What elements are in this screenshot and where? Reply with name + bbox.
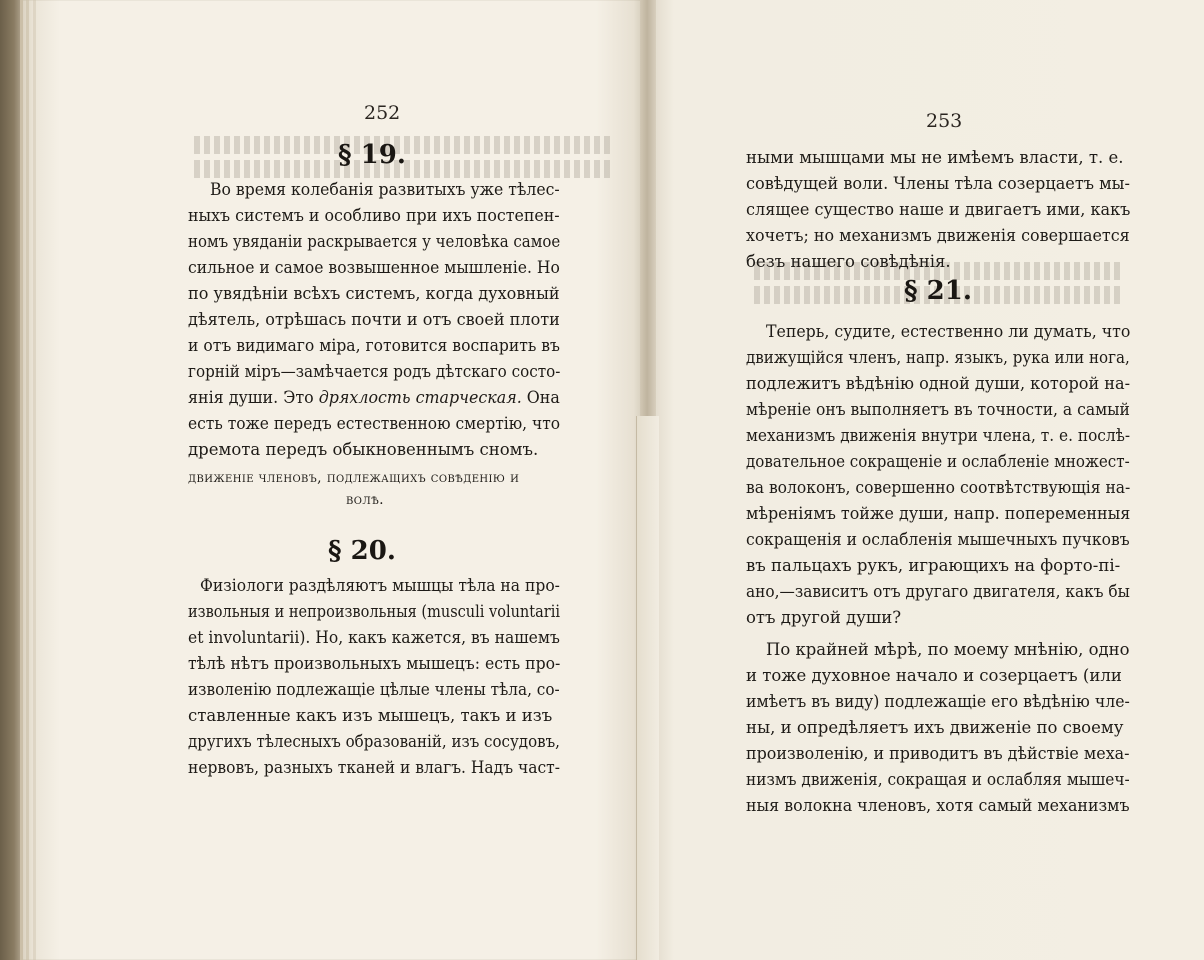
text-line: механизмъ движенія внутри члена, т. е. послѣ- [746,426,1131,445]
section-heading: § 19. [338,140,406,170]
subheading-line: движеніе членовъ, подлежащихъ совѣденію и [188,470,520,486]
page-number: 252 [364,102,401,124]
section-heading: § 21. [904,276,972,306]
page-number: 253 [926,110,963,132]
text-line: другихъ тѣлесныхъ образованій, изъ сосудовъ, [188,732,560,751]
subheading-line: волѣ. [346,492,384,508]
text-line: номъ увяданіи раскрывается у человѣка самое [188,232,561,251]
text-line: и тоже духовное начало и созерцаетъ (или [746,666,1122,685]
text-line: низмъ движенія, сокращая и ослабляя мышеч- [746,770,1130,789]
text-line: Во время колебанія развитыхъ уже тѣлес- [210,180,560,199]
text-line: тѣлѣ нѣтъ произвольныхъ мышецъ: есть про- [188,654,561,673]
text-line: довательное сокращеніе и ослабленіе множест- [746,452,1130,471]
text-line: ставленные какъ изъ мышецъ, такъ и изъ [188,706,553,725]
text-line: ными мышцами мы не имѣемъ власти, т. е. [746,148,1124,167]
page-fold [636,416,659,960]
text-line: въ пальцахъ рукъ, играющихъ на форто-пі- [746,556,1121,575]
page-edge [33,0,36,960]
text-line: дѣятель, отрѣшась почти и отъ своей плоти [188,310,560,329]
text-line: Теперь, судите, естественно ли думать, что [766,322,1131,341]
text-line: сокращенія и ослабленія мышечныхъ пучковъ [746,530,1130,549]
text-line: et involuntarii). Но, какъ кажется, въ нашемъ [188,628,560,647]
text-line: совѣдущей воли. Члены тѣла созерцаетъ мы- [746,174,1130,193]
text-line: изволенію подлежащіе цѣлые члены тѣла, со- [188,680,560,699]
text-span: янія души. Это [188,388,314,407]
text-span: Она [526,388,560,407]
text-line [188,388,560,407]
text-line: ны, и опредѣляетъ ихъ движеніе по своему [746,718,1124,737]
page-edge [26,0,29,960]
italic-phrase: дряхлость старческая. [318,388,522,407]
text-line: сильное и самое возвышенное мышленіе. Но [188,258,560,277]
text-line: безъ нашего совѣдѣнія. [746,252,951,271]
text-line: ва волоконъ, совершенно соотвѣтствующія на- [746,478,1131,497]
text-line: Физіологи раздѣляютъ мышцы тѣла на про- [200,576,560,595]
text-line: подлежитъ вѣдѣнію одной души, которой на- [746,374,1131,393]
text-line: мѣреніямъ тойже души, напр. попеременныя [746,504,1131,523]
page-edge [20,0,23,960]
text-line: извольныя и непроизвольныя (musculi voluntarii [188,602,560,621]
text-line: по увядѣніи всѣхъ системъ, когда духовный [188,284,560,303]
text-line: горній міръ—замѣчается родъ дѣтскаго состо- [188,362,561,381]
text-line: ныхъ системъ и особливо при ихъ постепен- [188,206,560,225]
text-line: отъ другой души? [746,608,902,627]
text-line: хочетъ; но механизмъ движенія совершается [746,226,1130,245]
text-line: слящее существо наше и двигаетъ ими, какъ [746,200,1131,219]
text-line: и отъ видимаго міра, готовится воспарить въ [188,336,560,355]
text-line: ныя волокна членовъ, хотя самый механизмъ [746,796,1130,815]
text-line: есть тоже передъ естественною смертію, что [188,414,561,433]
text-line: движущійся членъ, напр. языкъ, рука или нога, [746,348,1130,367]
section-heading: § 20. [328,536,396,566]
text-line: имѣетъ въ виду) подлежащіе его вѣдѣнію члe- [746,692,1130,711]
text-line: мѣреніе онъ выполняетъ въ точности, а самый [746,400,1130,419]
text-line: По крайней мѣрѣ, по моему мнѣнію, одно [766,640,1130,659]
text-line: ано,—зависитъ отъ другаго двигателя, какъ бы [746,582,1130,601]
text-line: произволенію, и приводитъ въ дѣйствіе меха- [746,744,1130,763]
text-line: нервовъ, разныхъ тканей и влагъ. Надъ част- [188,758,560,777]
text-line: дремота передъ обыкновеннымъ сномъ. [188,440,539,459]
